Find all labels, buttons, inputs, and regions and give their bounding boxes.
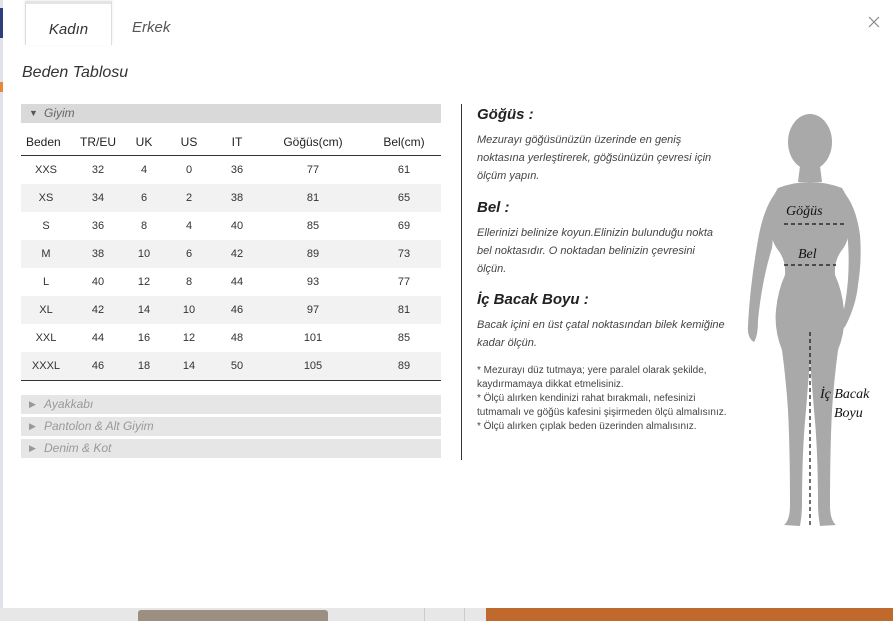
vertical-divider xyxy=(461,104,462,460)
table-cell: 10 xyxy=(163,296,215,324)
body-silhouette-illustration xyxy=(738,110,888,530)
table-cell: 40 xyxy=(230,220,244,232)
table-cell: 18 xyxy=(125,352,163,381)
table-cell: 8 xyxy=(185,276,193,288)
waist-text: Ellerinizi belinize koyun.Elinizin bulunduğu nokta bel noktasıdır. O noktadan belinizin çevresini ölçün. xyxy=(477,227,714,275)
table-cell: 2 xyxy=(163,184,215,212)
table-cell: 38 xyxy=(71,240,125,268)
waist-heading: Bel : xyxy=(477,199,510,216)
tab-erkek[interactable]: Erkek xyxy=(132,19,171,36)
chest-info xyxy=(477,106,727,185)
table-row xyxy=(21,296,441,324)
table-cell: 6 xyxy=(163,240,215,268)
table-cell: 8 xyxy=(140,220,148,232)
table-cell: 77 xyxy=(397,276,411,288)
table-cell: 85 xyxy=(397,332,411,344)
background-cta-button xyxy=(486,608,893,621)
table-cell: 12 xyxy=(182,332,196,344)
table-row xyxy=(21,156,441,185)
table-cell: 73 xyxy=(367,240,441,268)
silhouette-shape xyxy=(748,114,861,526)
measurement-notes xyxy=(477,364,727,434)
caret-right-icon: ▶ xyxy=(29,421,36,431)
table-cell: 44 xyxy=(230,276,244,288)
table-cell: 101 xyxy=(303,332,323,344)
table-cell: 97 xyxy=(259,296,367,324)
table-cell: 61 xyxy=(397,164,411,176)
caret-right-icon: ▶ xyxy=(29,443,36,453)
table-cell: 16 xyxy=(137,332,151,344)
caret-down-icon: ▼ xyxy=(29,108,38,118)
table-cell: 65 xyxy=(367,184,441,212)
inseam-info xyxy=(477,291,727,352)
accordion-denim[interactable] xyxy=(21,439,441,458)
table-cell: 34 xyxy=(71,184,125,212)
background-divider xyxy=(424,608,425,621)
waist-label: Bel xyxy=(798,247,817,262)
table-cell: 48 xyxy=(230,332,244,344)
accordion-giyim[interactable] xyxy=(21,104,441,123)
table-cell: XXXL xyxy=(21,352,71,381)
chest-text: Mezurayı göğüsünüzün üzerinde en geniş noktasına yerleştirerek, göğsünüzün çevresi için ölçüm yapın. xyxy=(477,134,712,182)
table-cell: 14 xyxy=(125,296,163,324)
table-cell: L xyxy=(42,276,50,288)
chest-label: Göğüs xyxy=(786,204,823,219)
waist-info xyxy=(477,199,727,278)
table-row xyxy=(21,184,441,212)
table-cell: 42 xyxy=(215,240,259,268)
table-row xyxy=(21,268,441,296)
column-header: US xyxy=(163,129,215,156)
table-cell: XS xyxy=(21,184,71,212)
table-cell: 0 xyxy=(185,164,193,176)
table-cell: 46 xyxy=(215,296,259,324)
column-header: IT xyxy=(215,129,259,156)
table-cell: 12 xyxy=(137,276,151,288)
chest-heading: Göğüs : xyxy=(477,106,534,123)
table-cell: 4 xyxy=(185,220,193,232)
note-item: * Mezurayı düz tutmaya; yere paralel olarak şekilde, kaydırmamaya dikkat etmelisiniz. xyxy=(477,365,707,390)
page-title: Beden Tablosu xyxy=(22,64,129,81)
table-cell: 42 xyxy=(71,296,125,324)
inseam-text: Bacak içini en üst çatal noktasından bilek kemiğine kadar ölçün. xyxy=(477,319,725,349)
table-cell: 93 xyxy=(306,276,320,288)
table-cell: XL xyxy=(21,296,71,324)
background-page-bottom xyxy=(0,608,893,621)
table-cell: 36 xyxy=(230,164,244,176)
table-cell: 89 xyxy=(367,352,441,381)
accordion-label: Denim & Kot xyxy=(44,441,112,455)
accordion-label: Giyim xyxy=(44,106,75,120)
table-cell: 77 xyxy=(306,164,320,176)
accordion-label: Pantolon & Alt Giyim xyxy=(44,419,154,433)
table-cell: 38 xyxy=(215,184,259,212)
table-row xyxy=(21,324,441,352)
table-row xyxy=(21,212,441,240)
table-cell: 44 xyxy=(91,332,105,344)
table-header-row xyxy=(21,129,441,156)
table-cell: 4 xyxy=(140,164,148,176)
inseam-heading: İç Bacak Boyu : xyxy=(477,291,589,308)
column-header: UK xyxy=(125,129,163,156)
column-header: Beden xyxy=(21,129,71,156)
table-cell: S xyxy=(42,220,50,232)
table-cell: 10 xyxy=(125,240,163,268)
table-cell: 46 xyxy=(71,352,125,381)
table-cell: 81 xyxy=(367,296,441,324)
table-cell: 105 xyxy=(259,352,367,381)
table-cell: XXL xyxy=(35,332,57,344)
table-row xyxy=(21,240,441,268)
table-cell: 6 xyxy=(125,184,163,212)
table-cell: 69 xyxy=(397,220,411,232)
note-item: * Ölçü alırken kendinizi rahat bırakmalı, nefesinizi tutmamalı ve göğüs kafesini şişirmeden ölçü almalısınız. xyxy=(477,393,727,418)
table-cell: 50 xyxy=(215,352,259,381)
column-header: TR/EU xyxy=(71,129,125,156)
accordion-label: Ayakkabı xyxy=(44,397,94,411)
background-divider xyxy=(464,608,465,621)
table-cell: M xyxy=(21,240,71,268)
column-header: Göğüs(cm) xyxy=(259,129,367,156)
table-cell: 32 xyxy=(91,164,105,176)
table-cell: 14 xyxy=(163,352,215,381)
accordion-ayakkabi[interactable] xyxy=(21,395,441,414)
background-product-image xyxy=(138,610,328,621)
note-item: * Ölçü alırken çıplak beden üzerinden almalısınız. xyxy=(477,421,697,432)
accordion-pantolon[interactable] xyxy=(21,417,441,436)
caret-right-icon: ▶ xyxy=(29,399,36,409)
close-icon[interactable] xyxy=(866,14,882,30)
tab-kadin[interactable]: Kadın xyxy=(25,1,112,45)
inseam-label-line1: İç Bacak xyxy=(820,387,870,402)
table-cell: 85 xyxy=(306,220,320,232)
table-cell: XXS xyxy=(34,164,57,176)
inseam-label-line2: Boyu xyxy=(834,406,863,421)
table-cell: 36 xyxy=(91,220,105,232)
size-table xyxy=(21,129,441,381)
size-chart-modal xyxy=(3,0,893,608)
column-header: Bel(cm) xyxy=(367,129,441,156)
table-cell: 81 xyxy=(259,184,367,212)
table-cell: 40 xyxy=(91,276,105,288)
table-cell: 89 xyxy=(259,240,367,268)
table-row xyxy=(21,352,441,381)
